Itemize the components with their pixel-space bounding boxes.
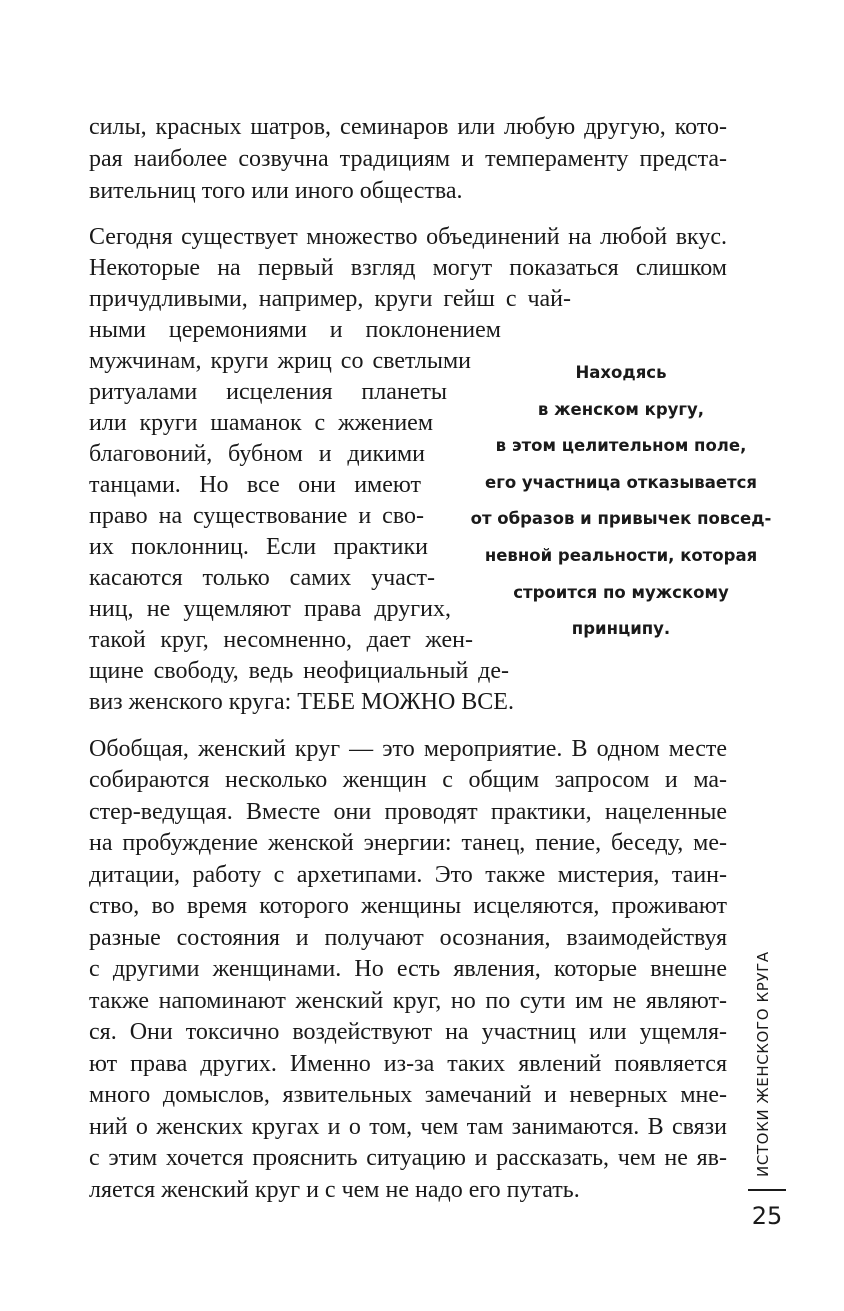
text-line: Некоторые на первый взгляд могут показаться слишком [89,255,727,281]
pull-quote-line: его участница отказывается [485,472,757,492]
pull-quote-line: в этом целительном поле, [495,436,747,456]
text-line: такой круг, несомненно, дает жен- [89,627,473,653]
text-line: силы, красных шатров, семинаров или любую другую, кото- [89,114,727,140]
page-number: 25 [751,1202,783,1230]
pull-quote-line: в женском кругу, [537,399,705,419]
text-line: также напоминают женский круг, но по сути им не являют- [89,988,727,1014]
text-line: ют права других. Именно из-за таких явлений появляется [89,1051,727,1077]
text-line: много домыслов, язвительных замечаний и неверных мне- [89,1082,727,1108]
text-line: благовоний, бубном и дикими [89,441,425,467]
text-line: Обобщая, женский круг — это мероприятие. В одном месте [89,736,727,762]
text-line: ство, во время которого женщины исцеляются, проживают [89,893,727,919]
text-line: вительниц того или иного общества. [89,178,463,204]
text-line: ниц, не ущемляют права других, [89,596,451,622]
pull-quote [462,355,780,648]
running-head: ИСТОКИ ЖЕНСКОГО КРУГА [754,951,772,1177]
text-line: Сегодня существует множество объединений на любой вкус. [89,224,727,250]
text-line: на пробуждение женской энергии: танец, пение, беседу, ме- [89,830,727,856]
text-line: право на существование и сво- [89,503,424,529]
text-line: щине свободу, ведь неофициальный де- [89,658,509,684]
folio-divider [748,1189,786,1191]
text-line: собираются несколько женщин с общим запросом и ма- [89,767,727,793]
pull-quote-line: от образов и привычек повсед- [470,509,772,529]
text-line: ляется женский круг и с чем не надо его путать. [89,1177,580,1203]
text-line: танцами. Но все они имеют [89,472,421,498]
text-line: мужчинам, круги жриц со светлыми [89,348,471,374]
pull-quote-line: строится по мужскому [513,582,729,602]
text-line: с этим хочется прояснить ситуацию и рассказать, чем не яв- [89,1145,727,1171]
text-line: ний о женских кругах и о том, чем там занимаются. В связи [89,1114,727,1140]
pull-quote-line: принципу. [571,619,671,639]
text-line: причудливыми, например, круги гейш с чай- [89,286,571,312]
text-line: их поклонниц. Если практики [89,534,428,560]
text-line: ритуалами исцеления планеты [89,379,447,405]
text-line: виз женского круга: ТЕБЕ МОЖНО ВСЕ. [89,689,514,715]
text-line: стер-ведущая. Вместе они проводят практики, нацеленные [89,799,727,825]
pull-quote-line: невной реальности, которая [484,545,758,565]
text-line: рая наиболее созвучна традициям и темпераменту предста- [89,146,727,172]
text-line: ся. Они токсично воздействуют на участниц или ущемля- [89,1019,727,1045]
text-line: или круги шаманок с жжением [89,410,433,436]
text-line: ными церемониями и поклонением [89,317,501,343]
text-line: с другими женщинами. Но есть явления, которые внешне [89,956,727,982]
text-line: разные состояния и получают осознания, взаимодействуя [89,925,727,951]
text-line: касаются только самих участ- [89,565,435,591]
text-line: дитации, работу с архетипами. Это также мистерия, таин- [89,862,727,888]
pull-quote-line: Находясь [575,363,667,382]
